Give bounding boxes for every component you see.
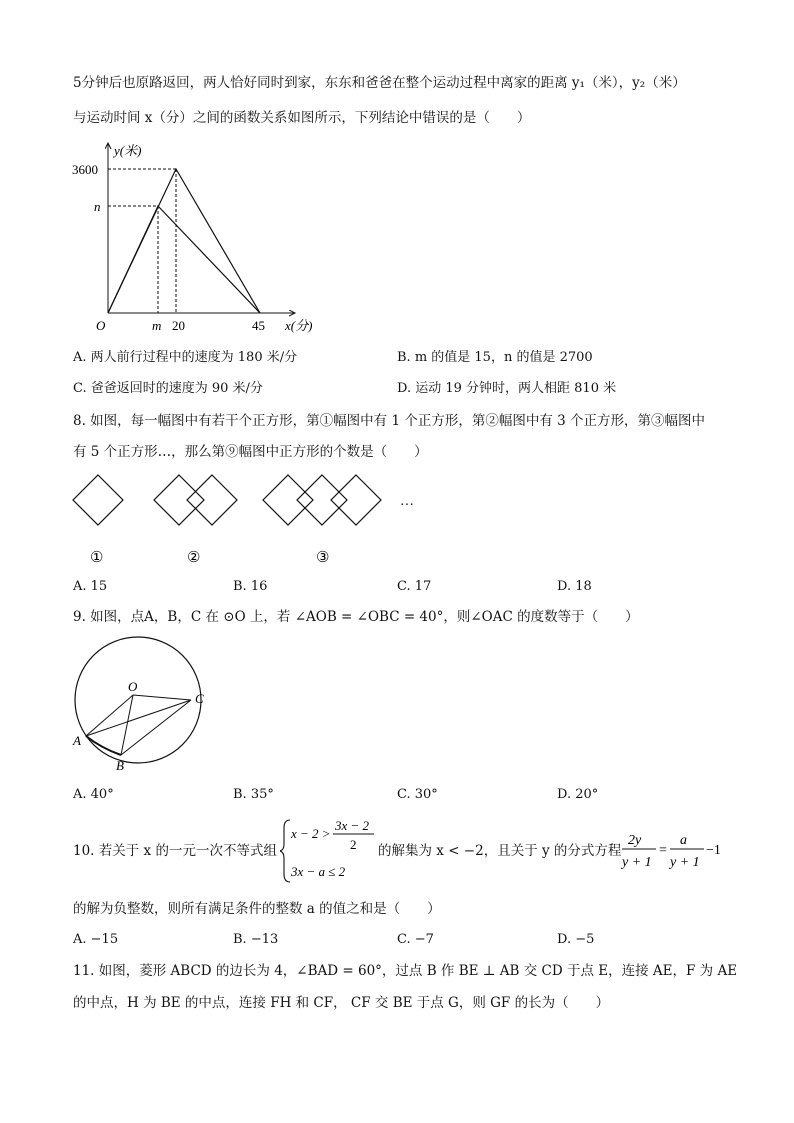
q10-option-b[interactable]: B. −13 — [233, 932, 279, 947]
q8-squares-figure — [65, 470, 435, 570]
ellipsis: … — [400, 494, 414, 509]
label-fig3: ③ — [316, 550, 330, 566]
q9-text: 9. 如图，点A，B，C 在 ⊙O 上，若 ∠AOB = ∠OBC = 40°，则∠OAC 的度数等于（ ） — [73, 609, 639, 625]
q9-option-a[interactable]: A. 40° — [73, 787, 114, 802]
square-fig3-a — [263, 475, 313, 525]
q10-prefix: 10. 若关于 x 的一元一次不等式组 — [73, 843, 277, 859]
square-fig2-a — [154, 475, 204, 525]
x-axis-label: x(分) — [285, 318, 313, 333]
point-c: C — [195, 691, 204, 706]
q9-circle-figure — [65, 630, 225, 780]
q8-option-d[interactable]: D. 18 — [557, 579, 592, 594]
q10-fraction-equation — [620, 826, 730, 872]
square-fig3-b — [297, 475, 347, 525]
q11-text-line2: 的中点，H 为 BE 的中点，连接 FH 和 CF， CF 交 BE 于点 G，则 GF 的长为（ ） — [73, 995, 610, 1011]
frac1-num: 2y — [628, 833, 642, 848]
ineq2: 3x − a ≤ 2 — [291, 864, 346, 879]
y-axis-label: y(米) — [114, 143, 142, 158]
x-tick-45: 45 — [252, 318, 265, 333]
q7-option-a[interactable]: A. 两人前行过程中的速度为 180 米/分 — [73, 350, 298, 365]
ineq1-left: x − 2 > — [291, 826, 331, 841]
ineq1-num: 3x − 2 — [335, 818, 370, 833]
frac1-den: y + 1 — [622, 855, 652, 870]
eq-sign: = — [659, 843, 667, 858]
y-tick-n: n — [94, 199, 101, 214]
q10-option-d[interactable]: D. −5 — [557, 932, 595, 947]
q11-text-line1: 11. 如图，菱形 ABCD 的边长为 4，∠BAD = 60°，过点 B 作 BE ⊥ AB 交 CD 于点 E，连接 AE，F 为 AE — [73, 963, 738, 979]
q10-mid: 的解集为 x < −2，且关于 y 的分式方程 — [378, 843, 622, 859]
q7-option-b[interactable]: B. m 的值是 15，n 的值是 2700 — [397, 350, 593, 365]
q7-distance-time-graph — [70, 135, 340, 345]
q7-option-d[interactable]: D. 运动 19 分钟时，两人相距 810 米 — [397, 381, 617, 396]
q7-text-line2: 与运动时间 x（分）之间的函数关系如图所示，下列结论中错误的是（ ） — [73, 110, 531, 126]
q8-option-a[interactable]: A. 15 — [73, 579, 108, 594]
q10-inequality-system — [280, 816, 380, 886]
square-fig3-c — [331, 475, 381, 525]
point-a: A — [73, 733, 81, 748]
x-tick-m: m — [152, 318, 162, 333]
q9-option-b[interactable]: B. 35° — [233, 787, 274, 802]
label-fig2: ② — [187, 550, 201, 566]
point-o: O — [128, 679, 138, 694]
q10-option-a[interactable]: A. −15 — [73, 932, 119, 947]
q8-text-line1: 8. 如图，每一幅图中有若干个正方形，第①幅图中有 1 个正方形，第②幅图中有 3 个正方形，第③幅图中 — [73, 413, 706, 429]
y-tick-3600: 3600 — [72, 162, 98, 177]
q9-option-d[interactable]: D. 20° — [557, 787, 599, 802]
q7-text-line1: 5分钟后也原路返回，两人恰好同时到家，东东和爸爸在整个运动过程中离家的距离 y₁（米），y₂（米） — [73, 75, 686, 91]
q8-option-c[interactable]: C. 17 — [397, 579, 432, 594]
label-fig1: ① — [90, 550, 104, 566]
q10-text-line2: 的解为负整数，则所有满足条件的整数 a 的值之和是（ ） — [73, 901, 441, 917]
frac2-num: a — [680, 833, 687, 848]
y1-line — [108, 206, 260, 313]
tail: −1 — [706, 843, 721, 858]
q8-text-line2: 有 5 个正方形…，那么第⑨幅图中正方形的个数是（ ） — [73, 444, 428, 460]
y2-line — [108, 169, 260, 313]
q10-option-c[interactable]: C. −7 — [397, 932, 434, 947]
x-tick-20: 20 — [172, 318, 185, 333]
square-fig2-b — [187, 475, 237, 525]
q8-option-b[interactable]: B. 16 — [233, 579, 268, 594]
q7-option-c[interactable]: C. 爸爸返回时的速度为 90 米/分 — [73, 381, 263, 396]
ineq1-den: 2 — [350, 837, 357, 852]
q9-option-c[interactable]: C. 30° — [397, 787, 438, 802]
circle-o — [75, 637, 201, 763]
square-fig1 — [73, 475, 123, 525]
point-b: B — [116, 758, 124, 773]
origin-label: O — [96, 318, 106, 333]
frac2-den: y + 1 — [670, 855, 700, 870]
